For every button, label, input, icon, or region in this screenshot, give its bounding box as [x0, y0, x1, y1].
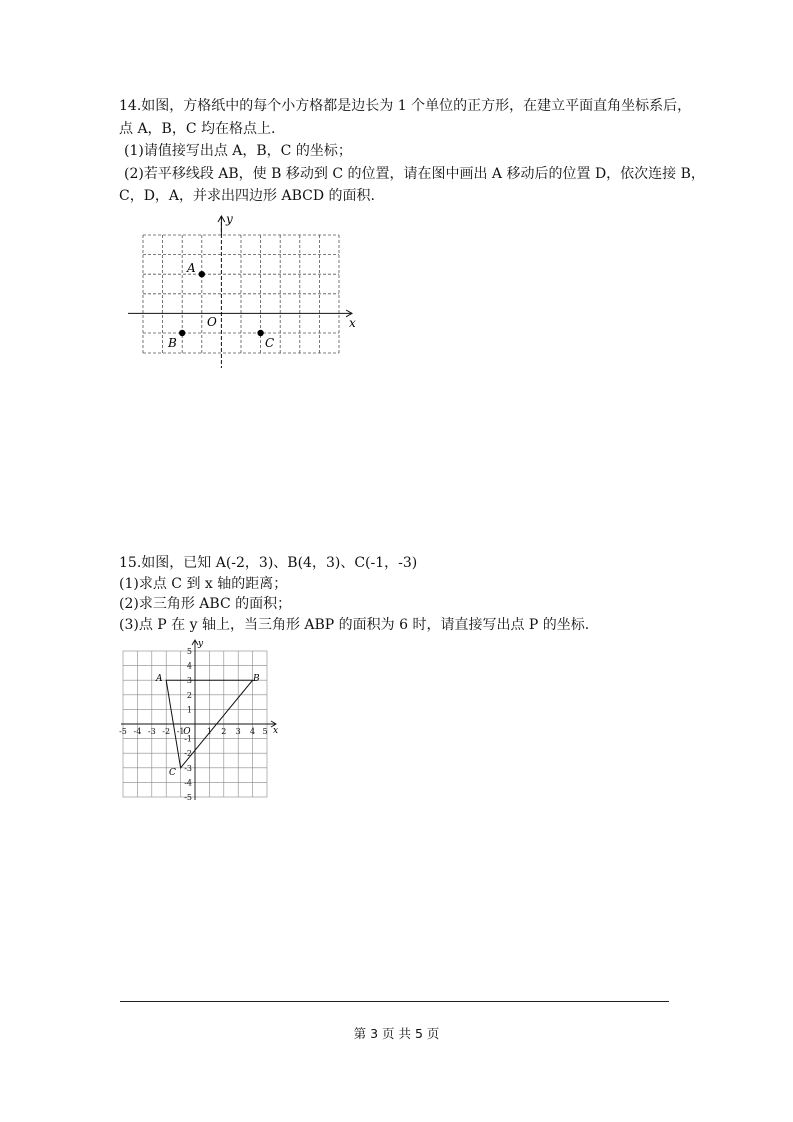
q14-line-3: (1)请值接写出点 A，B，C 的坐标；: [124, 143, 352, 159]
q15-y-tick: -4: [184, 778, 192, 788]
q15-x-tick: 1: [206, 727, 212, 736]
question-15: [119, 553, 589, 635]
q15-x-tick: -1: [176, 727, 185, 736]
q14-point-a: [199, 271, 205, 277]
q15-line-1: 15.如图，已知 A(-2，3)、B(4，3)、C(-1，-3): [119, 555, 418, 571]
q14-label-b: B: [168, 336, 177, 350]
q15-y-tick: -3: [184, 763, 192, 773]
q15-line-2: (1)求点 C 到 x 轴的距离；: [119, 575, 288, 592]
q15-y-tick: 4: [186, 661, 192, 671]
q14-point-c: [257, 330, 263, 336]
q14-y-axis-label: y: [226, 212, 233, 226]
q15-label-c: C: [169, 768, 176, 778]
q14-x-axis-label: x: [349, 316, 356, 330]
q14-axes: [128, 216, 352, 368]
q15-x-tick: 5: [262, 727, 268, 736]
question-14: [119, 95, 705, 208]
q15-x-ticks: [119, 727, 267, 736]
q14-label-c: C: [265, 336, 275, 350]
q14-origin-label: O: [207, 315, 217, 329]
q15-y-tick: 3: [186, 676, 192, 686]
q15-x-tick: 4: [250, 727, 256, 736]
q15-y-tick: 5: [186, 647, 192, 656]
q15-label-a: A: [156, 674, 163, 684]
q15-y-tick: -5: [184, 793, 192, 802]
q15-y-ticks: [184, 647, 192, 802]
q14-line-2: 点 A，B，C 均在格点上.: [119, 120, 276, 137]
q15-y-tick: 1: [186, 705, 192, 715]
q14-line-5: C，D，A，并求出四边形 ABCD 的面积.: [119, 188, 375, 204]
footer-divider: [120, 1001, 669, 1002]
q15-x-tick: 3: [235, 727, 241, 736]
q14-line-4: (2)若平移线段 AB，使 B 移动到 C 的位置，请在图中画出 A 移动后的位置 D，依次连接 B，: [124, 165, 705, 182]
q15-x-tick: -2: [162, 727, 171, 736]
q15-origin-label: O: [183, 727, 191, 737]
q15-y-tick: -1: [184, 734, 192, 744]
q15-x-tick: -5: [119, 727, 127, 736]
q15-x-tick: -4: [133, 727, 142, 736]
q15-line-3: (2)求三角形 ABC 的面积；: [119, 596, 292, 612]
q14-coordinate-grid-figure: [120, 208, 370, 368]
q15-y-axis-label: y: [198, 639, 204, 649]
page-number: 第 3 页 共 5 页: [353, 1026, 440, 1041]
q15-label-b: B: [253, 674, 260, 684]
q15-x-axis-label: x: [273, 726, 279, 736]
q14-line-1: 14.如图，方格纸中的每个小方格都是边长为 1 个单位的正方形，在建立平面直角坐标系后，: [119, 98, 692, 114]
q15-x-tick: -3: [147, 727, 156, 736]
q14-label-a: A: [187, 261, 196, 275]
q15-x-tick: 2: [221, 727, 227, 736]
q15-y-tick: 2: [186, 690, 192, 700]
q15-coordinate-grid-figure: [118, 636, 283, 802]
q15-line-4: (3)点 P 在 y 轴上，当三角形 ABP 的面积为 6 时，请直接写出点 P 的坐标.: [119, 616, 590, 633]
q15-y-tick: -2: [184, 749, 192, 759]
q14-point-b: [179, 330, 185, 336]
